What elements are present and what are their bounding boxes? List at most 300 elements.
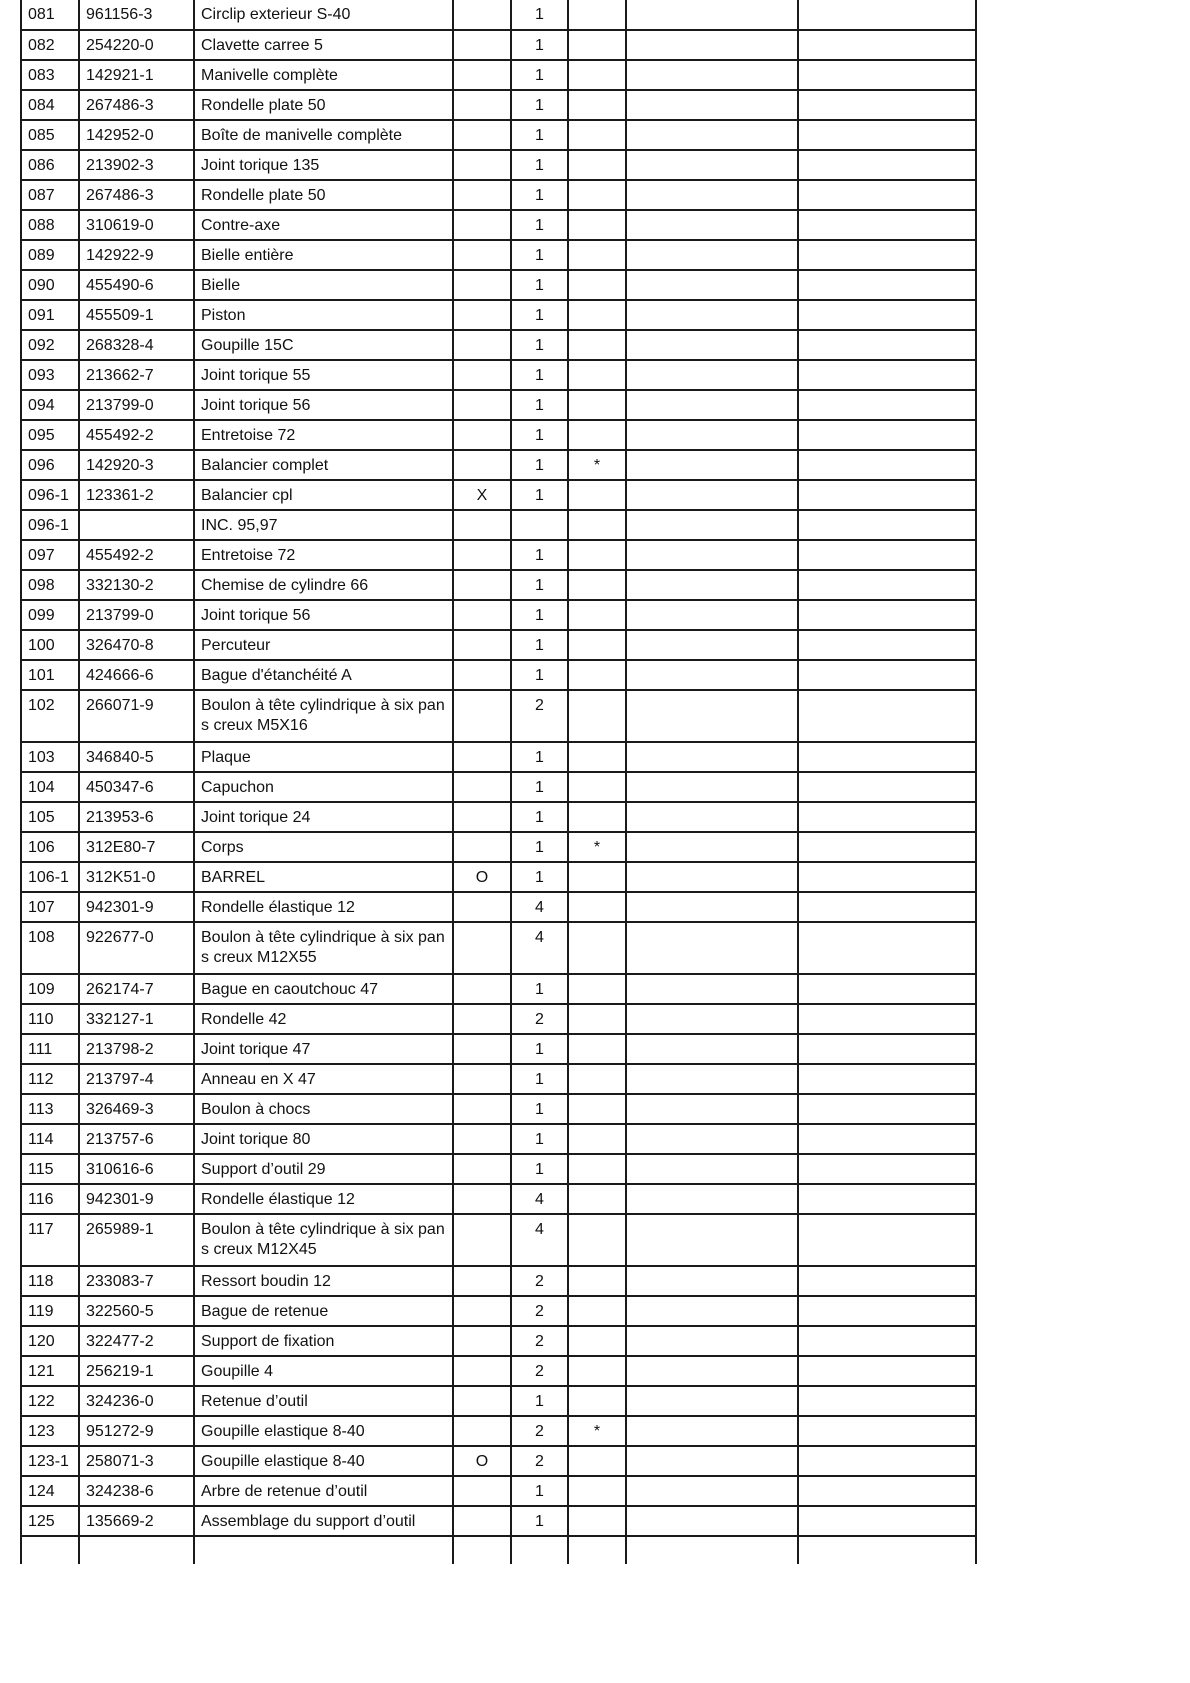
- part-quantity: 1: [511, 60, 568, 90]
- part-description: Ressort boudin 12: [194, 1266, 453, 1296]
- blank-cell: [626, 0, 798, 30]
- blank-cell: [798, 772, 976, 802]
- blank-cell: [798, 742, 976, 772]
- table-row: [21, 390, 976, 420]
- item-number: 090: [21, 270, 79, 300]
- item-number: 081: [21, 0, 79, 30]
- part-reference: 262174-7: [79, 974, 194, 1004]
- table-row: [21, 1536, 976, 1564]
- part-note: [568, 1094, 626, 1124]
- blank-cell: [626, 210, 798, 240]
- blank-cell: [798, 360, 976, 390]
- blank-cell: [798, 60, 976, 90]
- part-note: [568, 922, 626, 974]
- table-row: [21, 1266, 976, 1296]
- part-quantity: 1: [511, 390, 568, 420]
- blank-cell: [798, 1356, 976, 1386]
- blank-cell: [798, 390, 976, 420]
- blank-cell: [798, 150, 976, 180]
- part-description: [194, 1536, 453, 1564]
- part-mark: [453, 1536, 511, 1564]
- blank-cell: [626, 270, 798, 300]
- part-mark: O: [453, 862, 511, 892]
- part-mark: [453, 1356, 511, 1386]
- blank-cell: [798, 600, 976, 630]
- blank-cell: [798, 1416, 976, 1446]
- part-note: [568, 802, 626, 832]
- part-note: [568, 240, 626, 270]
- table-row: [21, 1416, 976, 1446]
- blank-cell: [626, 30, 798, 60]
- part-quantity: 1: [511, 450, 568, 480]
- blank-cell: [626, 1476, 798, 1506]
- part-reference: 267486-3: [79, 180, 194, 210]
- part-description: Rondelle élastique 12: [194, 892, 453, 922]
- part-reference: 326470-8: [79, 630, 194, 660]
- part-quantity: 1: [511, 772, 568, 802]
- part-note: [568, 892, 626, 922]
- blank-cell: [798, 90, 976, 120]
- part-mark: [453, 240, 511, 270]
- item-number: 095: [21, 420, 79, 450]
- blank-cell: [626, 630, 798, 660]
- part-reference: 922677-0: [79, 922, 194, 974]
- blank-cell: [626, 690, 798, 742]
- part-reference: 332130-2: [79, 570, 194, 600]
- part-description: Support de fixation: [194, 1326, 453, 1356]
- parts-table-body: [21, 0, 976, 1564]
- part-reference: 142952-0: [79, 120, 194, 150]
- table-row: [21, 300, 976, 330]
- table-row: [21, 832, 976, 862]
- part-note: [568, 690, 626, 742]
- part-note: *: [568, 832, 626, 862]
- part-reference: 254220-0: [79, 30, 194, 60]
- part-quantity: 1: [511, 90, 568, 120]
- part-description: Rondelle 42: [194, 1004, 453, 1034]
- item-number: 103: [21, 742, 79, 772]
- blank-cell: [798, 922, 976, 974]
- blank-cell: [626, 390, 798, 420]
- part-note: [568, 1184, 626, 1214]
- table-row: [21, 150, 976, 180]
- part-description: Bague de retenue: [194, 1296, 453, 1326]
- part-reference: [79, 1536, 194, 1564]
- part-mark: [453, 630, 511, 660]
- item-number: 100: [21, 630, 79, 660]
- blank-cell: [798, 1214, 976, 1266]
- part-quantity: 1: [511, 862, 568, 892]
- blank-cell: [798, 630, 976, 660]
- part-description: Boulon à tête cylindrique à six pans creux M12X55: [194, 922, 453, 974]
- table-row: [21, 1124, 976, 1154]
- item-number: 120: [21, 1326, 79, 1356]
- table-row: [21, 1154, 976, 1184]
- part-description: Capuchon: [194, 772, 453, 802]
- part-note: [568, 1386, 626, 1416]
- part-note: [568, 1124, 626, 1154]
- part-mark: [453, 600, 511, 630]
- part-quantity: 1: [511, 330, 568, 360]
- part-description: Entretoise 72: [194, 540, 453, 570]
- part-mark: [453, 300, 511, 330]
- part-description: Arbre de retenue d’outil: [194, 1476, 453, 1506]
- part-reference: 268328-4: [79, 330, 194, 360]
- blank-cell: [798, 892, 976, 922]
- item-number: 116: [21, 1184, 79, 1214]
- blank-cell: [626, 1064, 798, 1094]
- part-description: Bague en caoutchouc 47: [194, 974, 453, 1004]
- part-reference: 135669-2: [79, 1506, 194, 1536]
- part-description: Bielle entière: [194, 240, 453, 270]
- part-note: [568, 1536, 626, 1564]
- part-description: Chemise de cylindre 66: [194, 570, 453, 600]
- part-reference: 213662-7: [79, 360, 194, 390]
- part-quantity: 1: [511, 30, 568, 60]
- blank-cell: [798, 1386, 976, 1416]
- part-note: [568, 1064, 626, 1094]
- table-row: [21, 1386, 976, 1416]
- table-row: [21, 1004, 976, 1034]
- blank-cell: [626, 240, 798, 270]
- item-number: 106: [21, 832, 79, 862]
- part-note: [568, 1266, 626, 1296]
- blank-cell: [626, 1034, 798, 1064]
- item-number: 087: [21, 180, 79, 210]
- part-reference: 213799-0: [79, 390, 194, 420]
- part-mark: [453, 1094, 511, 1124]
- part-mark: [453, 0, 511, 30]
- part-reference: 322560-5: [79, 1296, 194, 1326]
- part-mark: [453, 180, 511, 210]
- part-reference: 332127-1: [79, 1004, 194, 1034]
- part-description: Boulon à chocs: [194, 1094, 453, 1124]
- table-row: [21, 0, 976, 30]
- blank-cell: [626, 1124, 798, 1154]
- blank-cell: [798, 210, 976, 240]
- part-description: Boulon à tête cylindrique à six pans creux M12X45: [194, 1214, 453, 1266]
- item-number: 099: [21, 600, 79, 630]
- part-reference: 455492-2: [79, 420, 194, 450]
- blank-cell: [626, 1296, 798, 1326]
- part-quantity: 1: [511, 420, 568, 450]
- blank-cell: [626, 510, 798, 540]
- item-number: 119: [21, 1296, 79, 1326]
- blank-cell: [798, 1034, 976, 1064]
- parts-table: [20, 0, 977, 1564]
- blank-cell: [626, 1154, 798, 1184]
- part-note: [568, 360, 626, 390]
- part-description: Boîte de manivelle complète: [194, 120, 453, 150]
- part-quantity: 1: [511, 540, 568, 570]
- blank-cell: [626, 1326, 798, 1356]
- table-row: [21, 1446, 976, 1476]
- parts-list-sheet: [20, 0, 977, 1564]
- part-note: [568, 974, 626, 1004]
- item-number: 105: [21, 802, 79, 832]
- blank-cell: [798, 1506, 976, 1536]
- part-note: [568, 180, 626, 210]
- part-reference: 322477-2: [79, 1326, 194, 1356]
- blank-cell: [798, 480, 976, 510]
- item-number: 096: [21, 450, 79, 480]
- part-mark: [453, 772, 511, 802]
- part-quantity: 4: [511, 1184, 568, 1214]
- table-row: [21, 1064, 976, 1094]
- part-note: [568, 150, 626, 180]
- blank-cell: [626, 1536, 798, 1564]
- part-note: [568, 0, 626, 30]
- blank-cell: [626, 450, 798, 480]
- blank-cell: [798, 540, 976, 570]
- part-reference: 267486-3: [79, 90, 194, 120]
- item-number: 108: [21, 922, 79, 974]
- part-description: Goupille elastique 8-40: [194, 1446, 453, 1476]
- blank-cell: [626, 360, 798, 390]
- part-quantity: 2: [511, 1416, 568, 1446]
- part-mark: [453, 1124, 511, 1154]
- part-mark: [453, 120, 511, 150]
- part-quantity: 1: [511, 240, 568, 270]
- part-description: Balancier complet: [194, 450, 453, 480]
- part-quantity: 1: [511, 360, 568, 390]
- part-quantity: 1: [511, 1034, 568, 1064]
- part-quantity: 1: [511, 210, 568, 240]
- part-quantity: 1: [511, 480, 568, 510]
- part-description: Plaque: [194, 742, 453, 772]
- item-number: 088: [21, 210, 79, 240]
- part-mark: [453, 1214, 511, 1266]
- item-number: 109: [21, 974, 79, 1004]
- blank-cell: [626, 150, 798, 180]
- blank-cell: [626, 1004, 798, 1034]
- part-note: [568, 862, 626, 892]
- part-description: Anneau en X 47: [194, 1064, 453, 1094]
- part-quantity: 2: [511, 1326, 568, 1356]
- part-reference: 942301-9: [79, 1184, 194, 1214]
- item-number: 114: [21, 1124, 79, 1154]
- item-number: 104: [21, 772, 79, 802]
- blank-cell: [626, 862, 798, 892]
- part-note: [568, 270, 626, 300]
- part-quantity: 1: [511, 1476, 568, 1506]
- blank-cell: [798, 1154, 976, 1184]
- item-number: 118: [21, 1266, 79, 1296]
- blank-cell: [626, 330, 798, 360]
- part-mark: [453, 892, 511, 922]
- table-row: [21, 1184, 976, 1214]
- part-note: *: [568, 1416, 626, 1446]
- part-description: Retenue d’outil: [194, 1386, 453, 1416]
- table-row: [21, 360, 976, 390]
- table-row: [21, 1326, 976, 1356]
- part-note: [568, 1476, 626, 1506]
- blank-cell: [626, 60, 798, 90]
- item-number: 096-1: [21, 510, 79, 540]
- blank-cell: [626, 570, 798, 600]
- part-reference: 312K51-0: [79, 862, 194, 892]
- table-row: [21, 1214, 976, 1266]
- part-mark: [453, 1064, 511, 1094]
- part-note: [568, 210, 626, 240]
- part-mark: [453, 1296, 511, 1326]
- part-reference: 213757-6: [79, 1124, 194, 1154]
- item-number: [21, 1536, 79, 1564]
- part-reference: 142921-1: [79, 60, 194, 90]
- part-reference: 455509-1: [79, 300, 194, 330]
- blank-cell: [798, 240, 976, 270]
- part-mark: [453, 1506, 511, 1536]
- item-number: 083: [21, 60, 79, 90]
- item-number: 107: [21, 892, 79, 922]
- part-quantity: 1: [511, 1386, 568, 1416]
- part-note: [568, 742, 626, 772]
- blank-cell: [798, 660, 976, 690]
- part-mark: [453, 1034, 511, 1064]
- part-description: Boulon à tête cylindrique à six pans creux M5X16: [194, 690, 453, 742]
- table-row: [21, 120, 976, 150]
- table-row: [21, 742, 976, 772]
- part-reference: 324238-6: [79, 1476, 194, 1506]
- item-number: 086: [21, 150, 79, 180]
- part-quantity: 2: [511, 1004, 568, 1034]
- blank-cell: [798, 1184, 976, 1214]
- part-mark: O: [453, 1446, 511, 1476]
- item-number: 089: [21, 240, 79, 270]
- blank-cell: [626, 832, 798, 862]
- blank-cell: [798, 1536, 976, 1564]
- part-mark: [453, 210, 511, 240]
- part-quantity: 2: [511, 1296, 568, 1326]
- part-mark: [453, 390, 511, 420]
- table-row: [21, 690, 976, 742]
- part-reference: 942301-9: [79, 892, 194, 922]
- item-number: 094: [21, 390, 79, 420]
- part-reference: 142922-9: [79, 240, 194, 270]
- table-row: [21, 30, 976, 60]
- part-description: Entretoise 72: [194, 420, 453, 450]
- blank-cell: [626, 1356, 798, 1386]
- part-note: [568, 330, 626, 360]
- blank-cell: [798, 120, 976, 150]
- item-number: 124: [21, 1476, 79, 1506]
- blank-cell: [798, 510, 976, 540]
- part-quantity: 1: [511, 1506, 568, 1536]
- part-quantity: 1: [511, 0, 568, 30]
- item-number: 082: [21, 30, 79, 60]
- blank-cell: [798, 1296, 976, 1326]
- item-number: 084: [21, 90, 79, 120]
- part-mark: [453, 540, 511, 570]
- part-reference: 951272-9: [79, 1416, 194, 1446]
- blank-cell: [626, 922, 798, 974]
- part-reference: 310616-6: [79, 1154, 194, 1184]
- part-mark: X: [453, 480, 511, 510]
- part-reference: 123361-2: [79, 480, 194, 510]
- part-reference: 213953-6: [79, 802, 194, 832]
- part-reference: 266071-9: [79, 690, 194, 742]
- part-reference: 142920-3: [79, 450, 194, 480]
- item-number: 113: [21, 1094, 79, 1124]
- part-mark: [453, 510, 511, 540]
- part-quantity: 1: [511, 1154, 568, 1184]
- blank-cell: [798, 1094, 976, 1124]
- part-note: [568, 600, 626, 630]
- part-note: [568, 1506, 626, 1536]
- blank-cell: [798, 420, 976, 450]
- part-mark: [453, 450, 511, 480]
- part-note: [568, 1296, 626, 1326]
- part-note: [568, 1446, 626, 1476]
- part-note: [568, 1154, 626, 1184]
- part-quantity: 4: [511, 922, 568, 974]
- part-description: Circlip exterieur S-40: [194, 0, 453, 30]
- part-mark: [453, 1386, 511, 1416]
- table-row: [21, 570, 976, 600]
- item-number: 125: [21, 1506, 79, 1536]
- part-mark: [453, 30, 511, 60]
- item-number: 122: [21, 1386, 79, 1416]
- part-description: Rondelle élastique 12: [194, 1184, 453, 1214]
- item-number: 111: [21, 1034, 79, 1064]
- blank-cell: [626, 660, 798, 690]
- item-number: 097: [21, 540, 79, 570]
- table-row: [21, 1034, 976, 1064]
- part-description: Joint torique 56: [194, 600, 453, 630]
- part-description: Joint torique 24: [194, 802, 453, 832]
- blank-cell: [626, 1446, 798, 1476]
- item-number: 101: [21, 660, 79, 690]
- blank-cell: [626, 1214, 798, 1266]
- item-number: 092: [21, 330, 79, 360]
- part-mark: [453, 802, 511, 832]
- table-row: [21, 540, 976, 570]
- part-note: [568, 90, 626, 120]
- blank-cell: [626, 1184, 798, 1214]
- part-note: [568, 1034, 626, 1064]
- part-mark: [453, 660, 511, 690]
- table-row: [21, 480, 976, 510]
- part-description: Support d’outil 29: [194, 1154, 453, 1184]
- blank-cell: [798, 0, 976, 30]
- table-row: [21, 922, 976, 974]
- item-number: 096-1: [21, 480, 79, 510]
- part-mark: [453, 1416, 511, 1446]
- part-reference: 450347-6: [79, 772, 194, 802]
- item-number: 117: [21, 1214, 79, 1266]
- part-mark: [453, 1004, 511, 1034]
- part-note: [568, 1326, 626, 1356]
- blank-cell: [798, 30, 976, 60]
- part-description: Balancier cpl: [194, 480, 453, 510]
- blank-cell: [626, 540, 798, 570]
- part-mark: [453, 1184, 511, 1214]
- blank-cell: [798, 300, 976, 330]
- part-quantity: 1: [511, 630, 568, 660]
- blank-cell: [798, 690, 976, 742]
- part-reference: [79, 510, 194, 540]
- part-reference: 312E80-7: [79, 832, 194, 862]
- part-note: [568, 60, 626, 90]
- blank-cell: [798, 1064, 976, 1094]
- part-description: Goupille 4: [194, 1356, 453, 1386]
- table-row: [21, 420, 976, 450]
- part-mark: [453, 1326, 511, 1356]
- item-number: 121: [21, 1356, 79, 1386]
- table-row: [21, 772, 976, 802]
- part-reference: 310619-0: [79, 210, 194, 240]
- part-description: Joint torique 80: [194, 1124, 453, 1154]
